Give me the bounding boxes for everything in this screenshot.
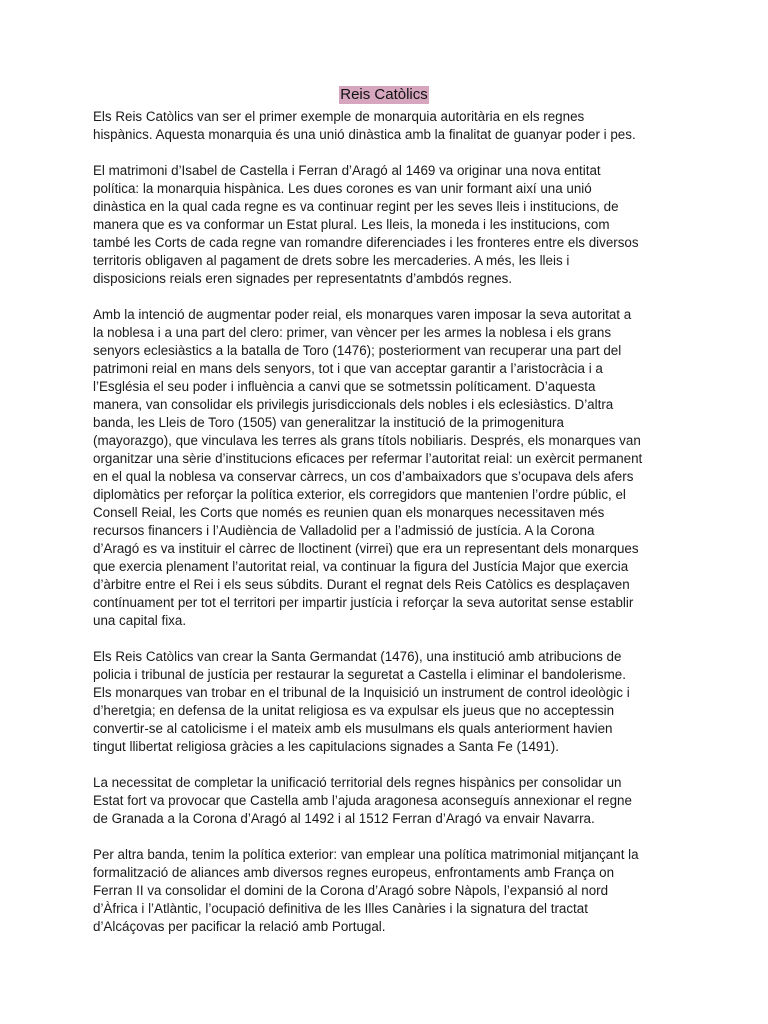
text-line: hispànics. Aquesta monarquia és una unió dinàstica amb la finalitat de guanyar poder i pes. bbox=[93, 127, 636, 142]
text-line: Els Reis Catòlics van crear la Santa Germandat (1476), una institució amb atribucions de bbox=[93, 649, 622, 664]
text-line: d’heretgia; en defensa de la unitat religiosa es va expulsar els jueus que no acceptessin bbox=[93, 703, 615, 718]
paragraph bbox=[93, 162, 683, 288]
text-line: d’Àfrica i l’Atlàntic, l’ocupació definitiva de les Illes Canàries i la signatura del tractat bbox=[93, 901, 588, 916]
text-line: que exercia plenament l’autoritat reial, va continuar la figura del Justícia Major que exercia bbox=[93, 559, 629, 574]
text-line: organitzar una sèrie d’institucions eficaces per refermar l’autoritat reial: un exèrcit permanent bbox=[93, 451, 643, 466]
paragraph bbox=[93, 846, 683, 936]
paragraph bbox=[93, 648, 683, 756]
text-line: Consell Reial, les Corts que només es reunien quan els monarques necessitaven més bbox=[93, 505, 605, 520]
text-line: d’Aragó es va instituir el càrrec de lloctinent (virrei) que era un representant dels monarques bbox=[93, 541, 639, 556]
text-line: Ferran II va consolidar el domini de la Corona d’Aragó sobre Nàpols, l’expansió al nord bbox=[93, 883, 609, 898]
text-line: Estat fort va provocar que Castella amb l’ajuda aragonesa aconseguís annexionar el regne bbox=[93, 793, 632, 808]
document-body bbox=[93, 108, 683, 954]
text-line: territoris obligaven al pagament de drets sobre les mercaderies. A més, les lleis i bbox=[93, 253, 570, 268]
text-line: El matrimoni d’Isabel de Castella i Ferran d’Aragó al 1469 va originar una nova entitat bbox=[93, 163, 601, 178]
text-line: l’Església el seu poder i influència a canvi que se sotmetssin políticament. D’aquesta bbox=[93, 379, 596, 394]
paragraph bbox=[93, 774, 683, 828]
text-line: d’Alcáçovas per pacificar la relació amb Portugal. bbox=[93, 919, 386, 934]
text-line: la noblesa i a una part del clero: primer, van vèncer per les armes la noblesa i els grans bbox=[93, 325, 612, 340]
text-line: d’àrbitre entre el Rei i els seus súbdits. Durant el regnat dels Reis Catòlics es desplaçaven bbox=[93, 577, 630, 592]
text-line: manera, van consolidar els privilegis jurisdiccionals dels nobles i els eclesiàstics. D’altra bbox=[93, 397, 614, 412]
text-line: tingut llibertat religiosa gràcies a les capitulacions signades a Santa Fe (1491). bbox=[93, 739, 559, 754]
text-line: també les Corts de cada regne van romandre diferenciades i les fronteres entre els diversos bbox=[93, 235, 639, 250]
paragraph bbox=[93, 108, 683, 144]
text-line: manera que es va conformar un Estat plural. Les lleis, la moneda i les institucions, com bbox=[93, 217, 610, 232]
paragraph bbox=[93, 306, 683, 630]
text-line: policia i tribunal de justícia per restaurar la seguretat a Castella i eliminar el bandolerisme. bbox=[93, 667, 626, 682]
text-line: La necessitat de completar la unificació territorial dels regnes hispànics per consolidar un bbox=[93, 775, 622, 790]
text-line: contínuament per tot el territori per impartir justícia i reforçar la seva autoritat sense establir bbox=[93, 595, 634, 610]
text-line: banda, les Lleis de Toro (1505) van generalitzar la institució de la primogenitura bbox=[93, 415, 564, 430]
text-line: disposicions reials eren signades per representatnts d’ambdós regnes. bbox=[93, 271, 513, 286]
text-line: convertir-se al catolicisme i el mateix amb els musulmans els quals anteriorment havien bbox=[93, 721, 613, 736]
text-line: Per altra banda, tenim la política exterior: van emplear una política matrimonial mitjançant la bbox=[93, 847, 639, 862]
text-line: Els Reis Catòlics van ser el primer exemple de monarquia autoritària en els regnes bbox=[93, 109, 585, 124]
text-line: Els monarques van trobar en el tribunal de la Inquisició un instrument de control ideològic i bbox=[93, 685, 630, 700]
text-line: dinàstica en la qual cada regne es va continuar regint per les seves lleis i institucions, de bbox=[93, 199, 619, 214]
text-line: (mayorazgo), que vinculava les terres als grans títols nobiliaris. Després, els monarques van bbox=[93, 433, 641, 448]
text-line: en el qual la noblesa va conservar càrrecs, un cos d’ambaixadors que s’ocupava dels afers bbox=[93, 469, 634, 484]
text-line: de Granada a la Corona d’Aragó al 1492 i al 1512 Ferran d’Aragó va envair Navarra. bbox=[93, 811, 595, 826]
title-container bbox=[0, 86, 768, 104]
text-line: política: la monarquia hispànica. Les dues corones es van unir formant així una unió bbox=[93, 181, 592, 196]
text-line: senyors eclesiàstics a la batalla de Toro (1476); posteriorment van recuperar una part del bbox=[93, 343, 622, 358]
text-line: una capital fixa. bbox=[93, 613, 187, 628]
document-title: Reis Catòlics bbox=[340, 86, 428, 103]
text-line: recursos financers i l’Audiència de Valladolid per a l’admissió de justícia. A la Corona bbox=[93, 523, 595, 538]
text-line: diplomàtics per reforçar la política exterior, els corregidors que mantenien l’ordre públic, el bbox=[93, 487, 626, 502]
text-line: formalització de aliances amb diversos regnes europeus, enfrontaments amb França on bbox=[93, 865, 615, 880]
text-line: patrimoni reial en mans dels senyors, tot i que van acceptar garantir a l’aristocràcia i a bbox=[93, 361, 603, 376]
text-line: Amb la intenció de augmentar poder reial, els monarques varen imposar la seva autoritat a bbox=[93, 307, 632, 322]
